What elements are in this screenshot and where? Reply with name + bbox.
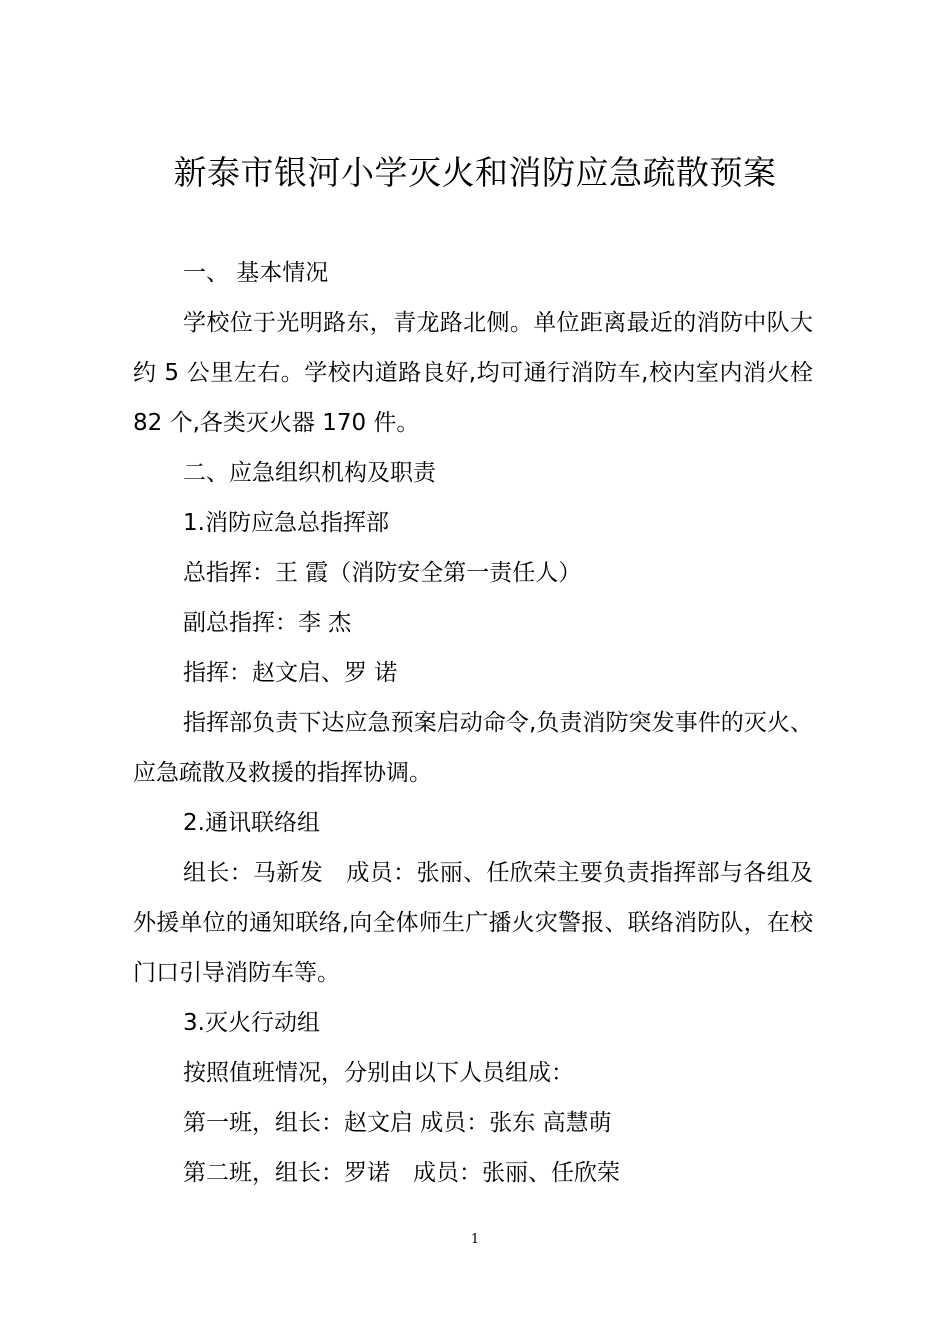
line-shift-intro: 按照值班情况，分别由以下人员组成： bbox=[183, 1060, 574, 1086]
section-heading-basic-info: 一、 基本情况 bbox=[183, 260, 329, 286]
subheading-command: 1.消防应急总指挥部 bbox=[183, 510, 389, 536]
line-deputy-commander: 副总指挥：李 杰 bbox=[183, 610, 352, 636]
line-chief-commander: 总指挥：王 霞（消防安全第一责任人） bbox=[183, 560, 582, 586]
section-heading-organization: 二、应急组织机构及职责 bbox=[183, 460, 436, 486]
document-body bbox=[133, 248, 813, 1198]
paragraph-command-duties: 指挥部负责下达应急预案启动命令,负责消防突发事件的灭火、应急疏散及救援的指挥协调。 bbox=[133, 710, 813, 786]
line-shift-two: 第二班，组长：罗诺 成员：张丽、任欣荣 bbox=[183, 1160, 620, 1186]
line-commanders: 指挥：赵文启、罗 诺 bbox=[183, 660, 398, 686]
document-title: 新泰市银河小学灭火和消防应急疏散预案 bbox=[173, 153, 777, 192]
subheading-communication: 2.通讯联络组 bbox=[183, 810, 320, 836]
line-shift-one: 第一班，组长：赵文启 成员：张东 高慧萌 bbox=[183, 1110, 612, 1136]
subheading-firefighting: 3.灭火行动组 bbox=[183, 1010, 320, 1036]
paragraph-school-location: 学校位于光明路东，青龙路北侧。单位距离最近的消防中队大约 5 公里左右。学校内道路良好,均可通行消防车,校内室内消火栓 82 个,各类灭火器 170 件。 bbox=[133, 310, 813, 436]
paragraph-communication-duties: 组长：马新发 成员：张丽、任欣荣主要负责指挥部与各组及外援单位的通知联络,向全体师生广播火灾警报、联络消防队，在校门口引导消防车等。 bbox=[133, 860, 813, 986]
page-number: 1 bbox=[470, 1232, 480, 1247]
